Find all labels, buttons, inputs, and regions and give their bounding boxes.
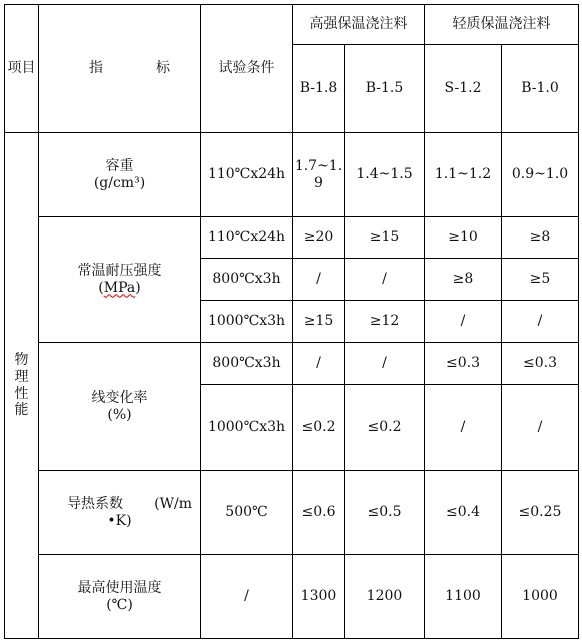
density-name: 容重 <box>105 157 134 174</box>
linear-1-s12: ≤0.3 <box>425 343 502 385</box>
linear-1-b15: / <box>345 343 425 385</box>
grade-b18: B-1.8 <box>293 45 345 133</box>
linear-condition-2: 1000℃x3h <box>201 385 293 471</box>
strength-2-b10: ≥5 <box>502 259 579 301</box>
strength-3-s12: / <box>425 301 502 343</box>
max-temp-b10: 1000 <box>502 555 579 639</box>
strength-1-b10: ≥8 <box>502 217 579 259</box>
indicator-linear <box>39 343 201 471</box>
indicator-max-temp <box>39 555 201 639</box>
conductivity-name: 导热系数 <box>67 495 123 512</box>
strength-condition-3: 1000℃x3h <box>201 301 293 343</box>
linear-2-b15: ≤0.2 <box>345 385 425 471</box>
header-group-high: 高强保温浇注料 <box>293 5 425 45</box>
header-item: 项目 <box>5 5 39 133</box>
strength-2-s12: ≥8 <box>425 259 502 301</box>
grade-b10: B-1.0 <box>502 45 579 133</box>
strength-3-b18: ≥15 <box>293 301 345 343</box>
grade-b15: B-1.5 <box>345 45 425 133</box>
header-condition: 试验条件 <box>201 5 293 133</box>
max-temp-b18: 1300 <box>293 555 345 639</box>
header-indicator <box>39 5 201 133</box>
strength-unit: MPa <box>103 279 136 296</box>
max-temp-unit: (℃) <box>106 596 133 613</box>
conductivity-b18: ≤0.6 <box>293 471 345 555</box>
header-group-light: 轻质保温浇注料 <box>425 5 579 45</box>
conductivity-b15: ≤0.5 <box>345 471 425 555</box>
indicator-conductivity <box>39 471 201 555</box>
density-s12: 1.1~1.2 <box>425 133 502 217</box>
linear-2-s12: / <box>425 385 502 471</box>
max-temp-b15: 1200 <box>345 555 425 639</box>
strength-condition-2: 800℃x3h <box>201 259 293 301</box>
conductivity-b10: ≤0.25 <box>502 471 579 555</box>
strength-2-b18: / <box>293 259 345 301</box>
density-unit: (g/cm³) <box>93 174 146 191</box>
linear-2-b18: ≤0.2 <box>293 385 345 471</box>
density-condition: 110℃x24h <box>201 133 293 217</box>
strength-2-b15: / <box>345 259 425 301</box>
density-b15: 1.4~1.5 <box>345 133 425 217</box>
linear-2-b10: / <box>502 385 579 471</box>
strength-1-s12: ≥10 <box>425 217 502 259</box>
conductivity-unit-2: •K) <box>107 512 132 529</box>
linear-1-b18: / <box>293 343 345 385</box>
strength-3-b10: / <box>502 301 579 343</box>
conductivity-condition: 500℃ <box>201 471 293 555</box>
strength-1-b15: ≥15 <box>345 217 425 259</box>
max-temp-name: 最高使用温度 <box>77 579 162 596</box>
linear-1-b10: ≤0.3 <box>502 343 579 385</box>
density-b10: 0.9~1.0 <box>502 133 579 217</box>
linear-name: 线变化率 <box>91 389 148 406</box>
category-physical: 物理性能 <box>5 133 39 639</box>
indicator-strength: 常温耐压强度 (MPa) <box>39 217 201 343</box>
conductivity-s12: ≤0.4 <box>425 471 502 555</box>
header-indicator-left: 指 <box>89 60 103 77</box>
strength-condition-1: 110℃x24h <box>201 217 293 259</box>
linear-condition-1: 800℃x3h <box>201 343 293 385</box>
grade-s12: S-1.2 <box>425 45 502 133</box>
strength-1-b18: ≥20 <box>293 217 345 259</box>
strength-name: 常温耐压强度 <box>77 262 162 279</box>
linear-unit: (%) <box>107 406 132 423</box>
max-temp-s12: 1100 <box>425 555 502 639</box>
spec-table <box>4 4 579 639</box>
max-temp-condition: / <box>201 555 293 639</box>
header-indicator-right: 标 <box>156 60 170 77</box>
strength-3-b15: ≥12 <box>345 301 425 343</box>
indicator-density <box>39 133 201 217</box>
density-b18: 1.7~1.9 <box>293 133 345 217</box>
conductivity-unit-1: (W/m <box>154 495 192 512</box>
